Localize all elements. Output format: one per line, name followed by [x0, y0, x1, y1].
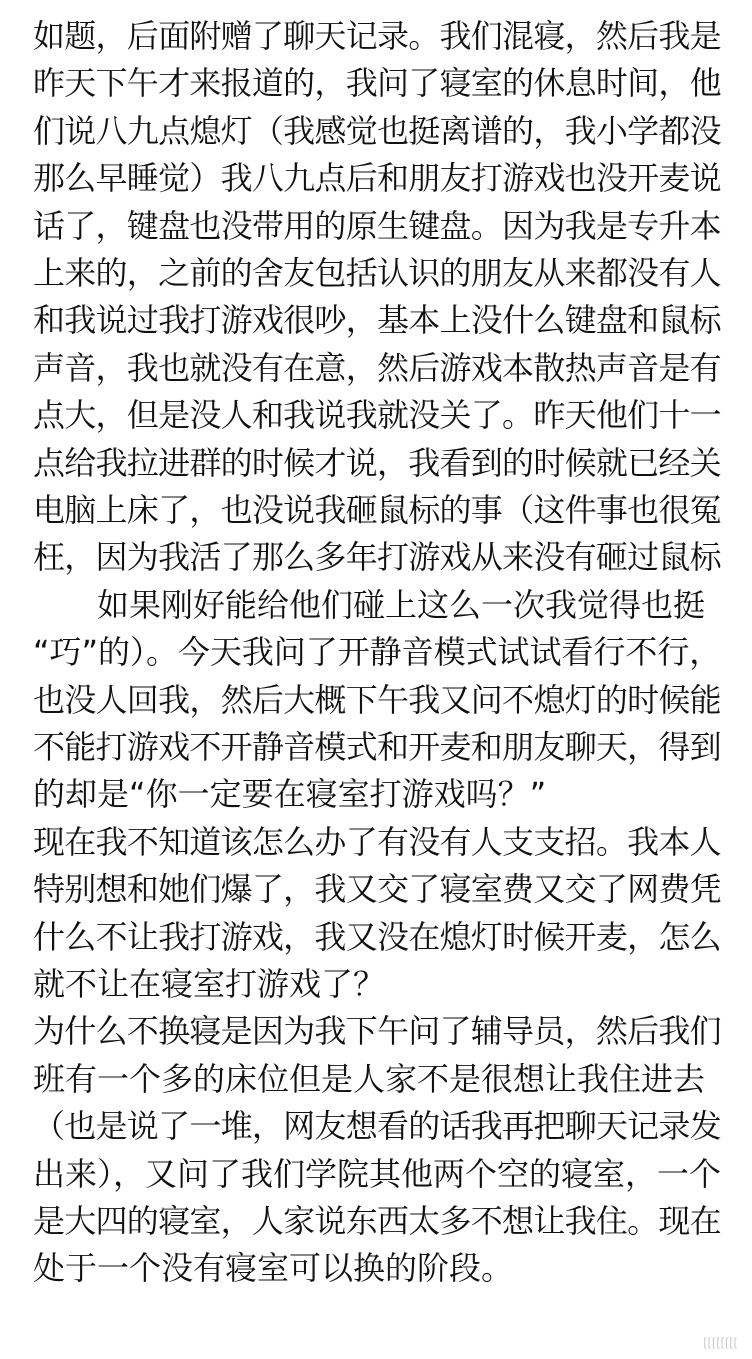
text-line: 处于一个没有寝室可以换的阶段。: [33, 1249, 514, 1288]
text-line: 声音，我也就没有在意，然后游戏本散热声音是有: [33, 348, 721, 387]
text-line: 如果刚好能给他们碰上这么一次我觉得也挺: [33, 585, 706, 624]
text-line: 是大四的寝室，人家说东西太多不想让我住。现在: [33, 1202, 721, 1240]
text-line: 枉，因为我活了那么多年打游戏从来没有砸过鼠标: [33, 538, 721, 577]
text-line: 班有一个多的床位但是人家不是很想让我住进去: [33, 1059, 706, 1098]
text-line: 也没人回我，然后大概下午我又问不熄灯的时候能: [33, 680, 721, 719]
text-line: 点给我拉进群的时候才说，我看到的时候就已经关: [33, 443, 721, 482]
text-line: 上来的，之前的舍友包括认识的朋友从来都没有人: [33, 254, 721, 292]
text-line: 和我说过我打游戏很吵，基本上没什么键盘和鼠标: [33, 301, 721, 340]
text-line: 为什么不换寝是因为我下午问了辅导员，然后我们: [33, 1012, 721, 1051]
text-line: 话了，键盘也没带用的原生键盘。因为我是专升本: [33, 206, 721, 245]
watermark: [[[[[[[[: [703, 1335, 738, 1349]
text-line: 的却是“你一定要在寝室打游戏吗？”: [33, 775, 547, 814]
text-line: 特别想和她们爆了，我又交了寝室费又交了网费凭: [33, 870, 721, 909]
text-line: （也是说了一堆，网友想看的话我再把聊天记录发: [33, 1107, 721, 1146]
text-line: 点大，但是没人和我说我就没关了。昨天他们十一: [33, 396, 721, 435]
text-line: 电脑上床了，也没说我砸鼠标的事（这件事也很冤: [33, 491, 721, 529]
text-line: “巧”的）。今天我问了开静音模式试试看行不行，: [33, 633, 722, 672]
text-line: 那么早睡觉）我八九点后和朋友打游戏也没开麦说: [33, 159, 721, 198]
text-line: 如题，后面附赠了聊天记录。我们混寝，然后我是: [33, 17, 721, 55]
text-line: 们说八九点熄灯（我感觉也挺离谱的，我小学都没: [33, 111, 721, 150]
text-line: 不能打游戏不开静音模式和开麦和朋友聊天，得到: [33, 728, 721, 766]
text-line: 昨天下午才来报道的，我问了寝室的休息时间，他: [33, 64, 721, 103]
text-line: 现在我不知道该怎么办了有没有人支支招。我本人: [33, 822, 721, 861]
text-line: 出来），又问了我们学院其他两个空的寝室，一个: [33, 1154, 722, 1193]
text-line: 就不让在寝室打游戏了？: [33, 965, 386, 1003]
text-line: 什么不让我打游戏，我又没在熄灯时候开麦，怎么: [33, 917, 721, 956]
